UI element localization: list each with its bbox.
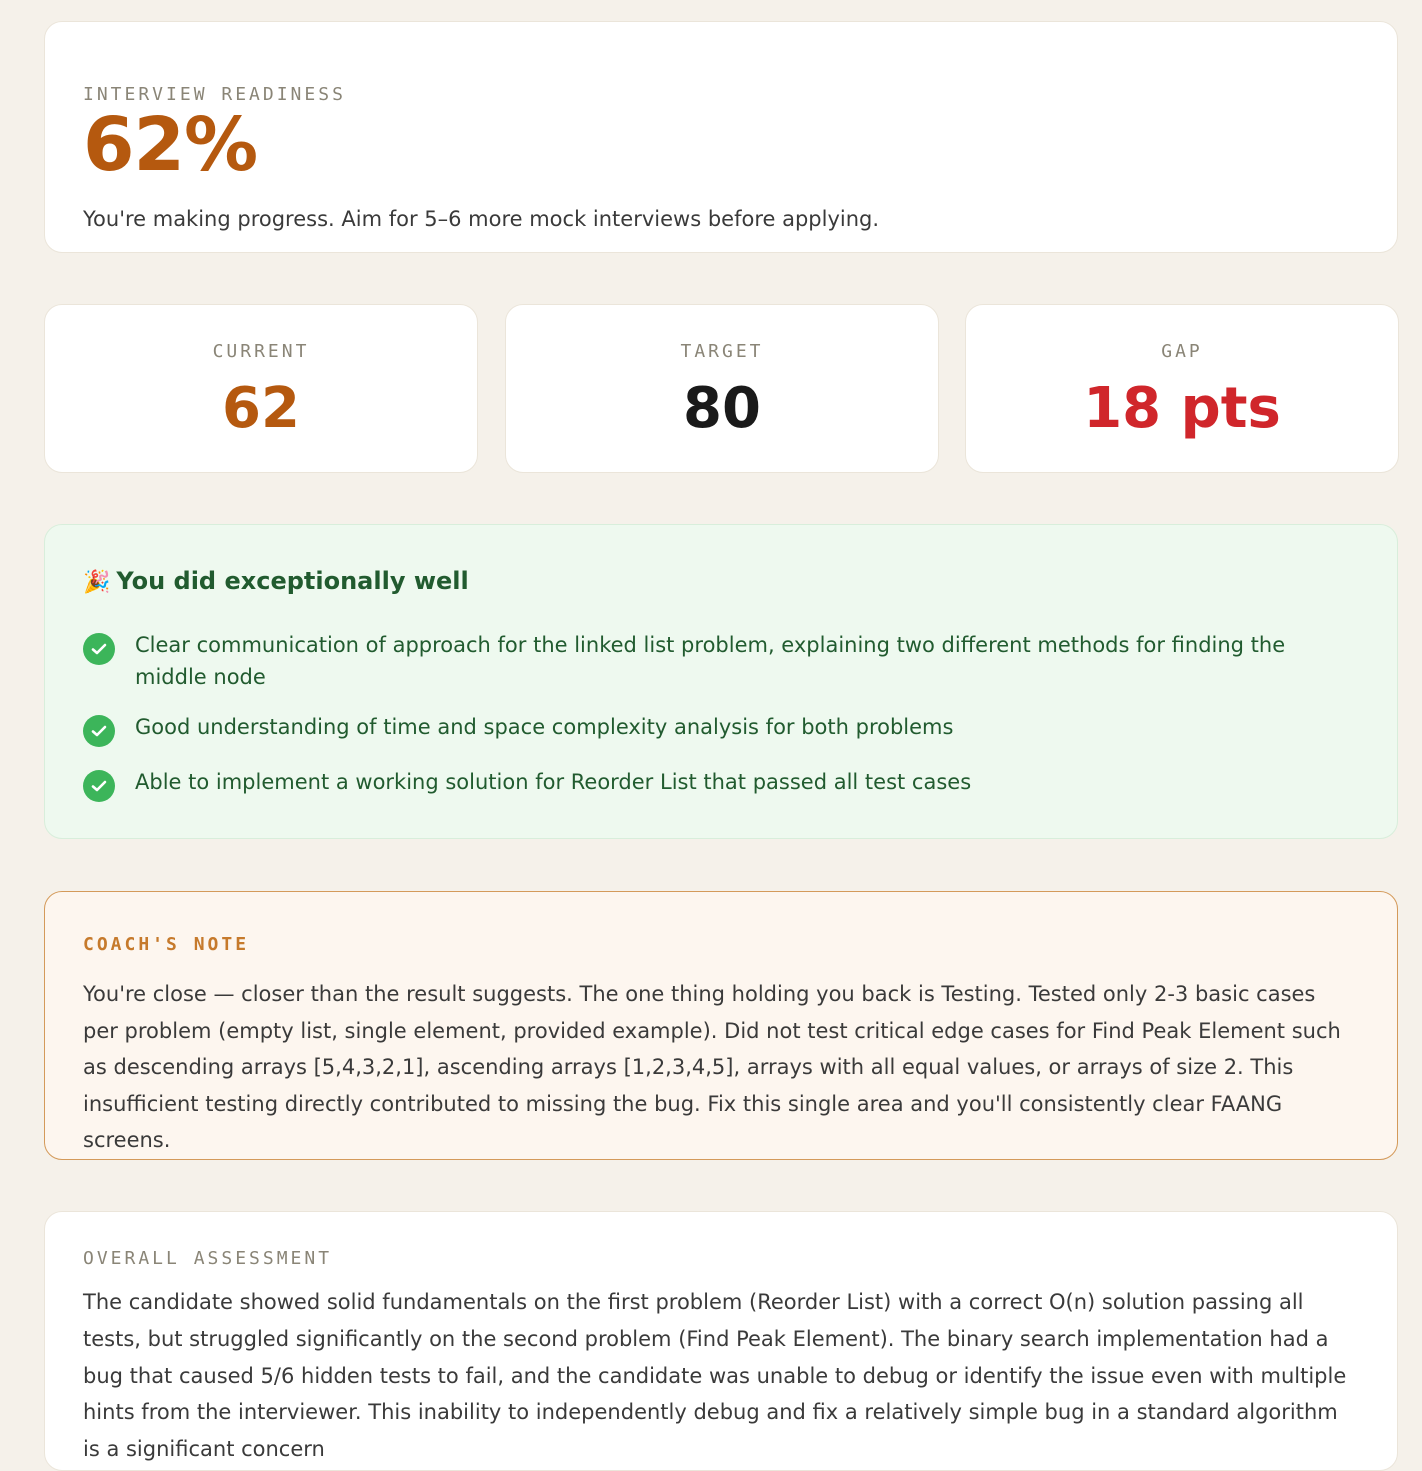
strengths-heading <box>83 567 469 595</box>
readiness-label: INTERVIEW READINESS <box>83 84 346 105</box>
strengths-heading-text: You did exceptionally well <box>116 567 469 595</box>
readiness-description: You're making progress. Aim for 5–6 more mock interviews before applying. <box>83 207 880 231</box>
readiness-score: 62% <box>83 102 258 188</box>
strength-text: Good understanding of time and space complexity analysis for both problems <box>135 715 954 739</box>
check-icon <box>83 633 115 665</box>
readiness-card <box>44 21 1398 253</box>
strengths-card <box>44 524 1398 839</box>
coach-note-card <box>44 891 1398 1160</box>
coach-note-label: COACH'S NOTE <box>83 934 250 955</box>
check-icon <box>83 715 115 747</box>
gap-label: GAP <box>1161 341 1203 362</box>
party-popper-icon: 🎉 <box>83 570 111 595</box>
current-label: CURRENT <box>212 341 310 362</box>
target-value: 80 <box>683 376 761 441</box>
strength-text: Able to implement a working solution for Reorder List that passed all test cases <box>135 770 972 794</box>
overall-assessment-card <box>44 1211 1398 1471</box>
target-label: TARGET <box>680 341 764 362</box>
current-stat-card <box>44 304 478 473</box>
target-stat-card <box>505 304 939 473</box>
current-value: 62 <box>222 376 300 441</box>
coach-note-text: You're close — closer than the result suggests. The one thing holding you back is Testing. Tested only 2-3 basic cases per problem (empty list, single element, provided example). Did not test critical edge cases for Find Peak Element such as descending arrays [5,4,3,2,1], ascending arrays [1,2,3,4,5], arrays with all equal values, or arrays of size 2. This insufficient testing directly contributed to missing the bug. Fix this single area and you'll consistently clear FAANG screens. <box>83 982 1341 1152</box>
gap-stat-card <box>965 304 1399 473</box>
assessment-label: OVERALL ASSESSMENT <box>83 1248 333 1269</box>
gap-value: 18 pts <box>1083 376 1281 441</box>
assessment-text: The candidate showed solid fundamentals on the first problem (Reorder List) with a correct O(n) solution passing all tests, but struggled significantly on the second problem (Find Peak Element). The binary search implementation had a bug that caused 5/6 hidden tests to fail, and the candidate was unable to debug or identify the issue even with multiple hints from the interviewer. This inability to independently debug and fix a relatively simple bug in a standard algorithm is a significant concern <box>83 1290 1347 1462</box>
check-icon <box>83 770 115 802</box>
strength-text: Clear communication of approach for the linked list problem, explaining two different methods for finding the middle node <box>135 633 1286 689</box>
